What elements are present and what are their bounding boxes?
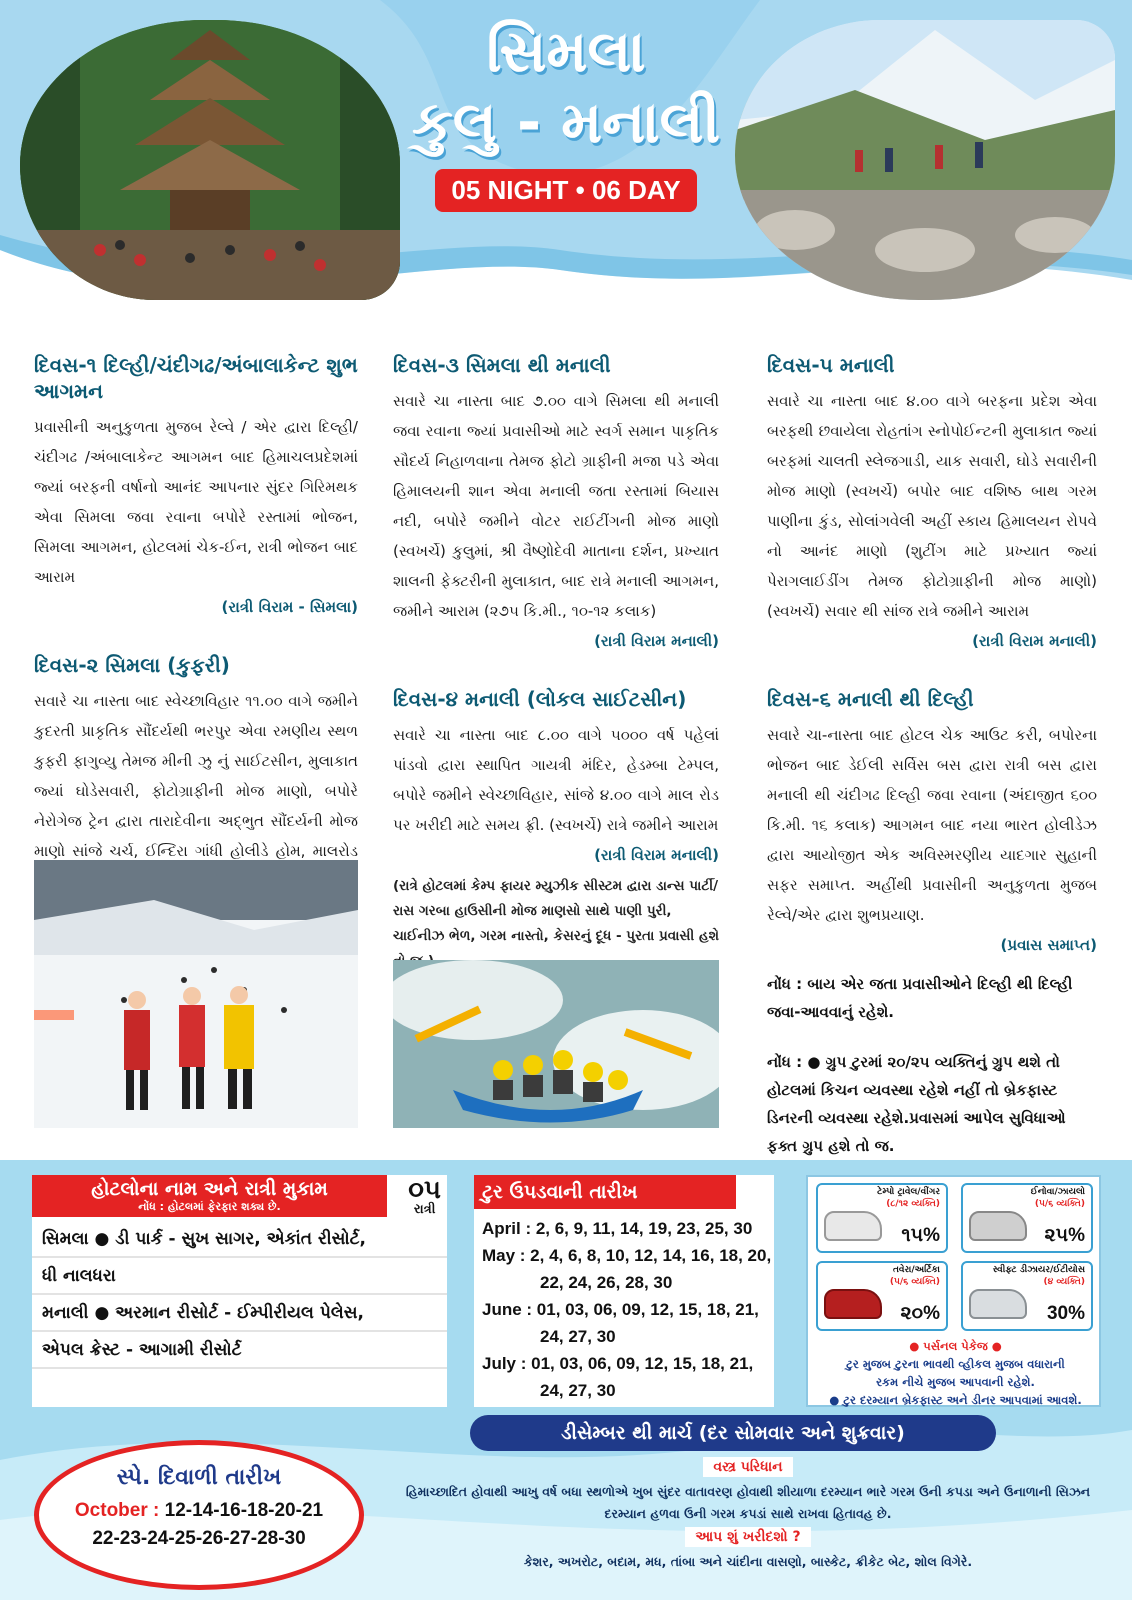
date-row-may: May : 2, 4, 6, 8, 10, 12, 14, 16, 18, 20, 22, 24, 26, 28, 30 bbox=[482, 1246, 772, 1292]
night-stay: (રાત્રી વિરામ - સિમલા) bbox=[221, 598, 358, 616]
night-stay: (રાત્રી વિરામ મનાલી) bbox=[972, 632, 1097, 650]
day-title: દિવસ-૫ મનાલી bbox=[767, 353, 895, 377]
river-rafting-photo bbox=[393, 960, 719, 1128]
hotel-line: ધી નાલધરા bbox=[32, 1258, 447, 1295]
nights-number: ૦૫ bbox=[408, 1174, 441, 1204]
personal-package-title: ● પર્સનલ પેકેજ ● bbox=[909, 1339, 1002, 1353]
day-4 bbox=[393, 686, 719, 974]
group-tour-note: નોંધ : ● ગ્રુપ ટુરમાં ૨૦/૨૫ વ્યક્તિનું ગ્રુપ થશે તો હોટલમાં કિચન વ્યવસ્થા રહેશે નહીં તો બ્રેકફાસ્ટ ડિનરની વ્યવસ્થા રહેશે.પ્રવાસમાં આપેલ સુવિધાઓ ફક્ત ગ્રુપ હશે તો જ. bbox=[767, 1053, 1066, 1155]
day-6 bbox=[767, 686, 1097, 960]
date-row-april: April : 2, 6, 9, 11, 14, 19, 23, 25, 30 bbox=[482, 1219, 753, 1238]
hotel-list-box bbox=[32, 1175, 447, 1407]
hotel-lines bbox=[32, 1221, 447, 1369]
night-stay: (રાત્રી વિરામ મનાલી) bbox=[594, 846, 719, 864]
date-row-june: June : 01, 03, 06, 09, 12, 15, 18, 21, 24, 27, 30 bbox=[482, 1300, 759, 1346]
day-title: દિવસ-૧ દિલ્હી/ચંદીગઢ/અંબાલાકેન્ટ શુભ આગમન bbox=[34, 353, 358, 403]
night-stay: (પ્રવાસ સમાપ્ત) bbox=[1000, 936, 1097, 954]
day-description: સવારે ચા નાસ્તા બાદ ૭.૦૦ વાગે સિમલા થી મનાલી જવા રવાના જ્યાં પ્રવાસીઓ માટે સ્વર્ગ સમાન પાકૃતિક સૌદર્ય નિહાળવાના તેમજ ફોટો ગ્રાફીની મજા પડે એવા હિમાલયની શાન એવા મનાલી જતા રસ્તામાં બિયાસ નદી, બપોરે જમીને વોટર રાઈટીંગની મોજ માણો (સ્વખર્ચે) કુલુમાં, શ્રી વૈષ્ણોદેવી માતાના દર્શન, પ્રખ્યાત શાલની ફેક્ટરીની મુલાકાત, બાદ રાત્રે મનાલી આગમન, જમીને આરામ (૨૭૫ કિ.મી., ૧૦-૧૨ કલાક) bbox=[393, 392, 719, 620]
shopping-text: કેશર, અખરોટ, બદામ, મધ, તાંબા અને ચાંદીના વાસણો, બાસ્કેટ, ક્રીકેટ બેટ, શોલ વિગેરે. bbox=[523, 1554, 973, 1569]
vehicle-percent: ૧૫% bbox=[901, 1225, 940, 1246]
personal-package-line: રકમ નીચે મુજબ આપવાની રહેશે. bbox=[876, 1375, 1035, 1389]
day-5 bbox=[767, 352, 1097, 656]
day-title: દિવસ-૩ સિમલા થી મનાલી bbox=[393, 353, 611, 377]
day-title: દિવસ-૬ મનાલી થી દિલ્હી bbox=[767, 687, 974, 711]
day-title: દિવસ-૨ સિમલા (કુફરી) bbox=[34, 653, 230, 677]
diwali-title: સ્પે. દિવાળી તારીખ bbox=[116, 1465, 282, 1490]
personal-package-note bbox=[814, 1337, 1097, 1409]
vehicle-name: ઈનોવા/ઝાયલો bbox=[1030, 1187, 1085, 1197]
travel-info bbox=[398, 1455, 1098, 1573]
tavera-icon bbox=[824, 1289, 882, 1319]
diwali-dates-line2: 22-23-24-25-26-27-28-30 bbox=[92, 1528, 306, 1549]
shopping-title: આપ શું ખરીદશો ? bbox=[685, 1527, 810, 1547]
vehicle-percent: ૨૫% bbox=[1044, 1225, 1085, 1246]
title-kullu-manali: કુલુ - મનાલી bbox=[411, 87, 721, 156]
departure-dates-list bbox=[482, 1215, 772, 1404]
itinerary-column-3 bbox=[767, 352, 1097, 1160]
vehicle-name: તવેરા/અર્ટિકા bbox=[892, 1265, 940, 1275]
day-description: સવારે ચા-નાસ્તા બાદ હોટલ ચેક આઉટ કરી, બપોરના ભોજન બાદ ડેઈલી સર્વિસ બસ દ્વારા રાત્રી બસ દ્વારા મનાલી થી ચંદીગઢ દિલ્હી જવા રવાના (અંદાજીત ૬૦૦ કિ.મી. ૧૬ કલાક) આગમન બાદ નયા ભારત હોલીડેઝ દ્વારા આયોજીત એક અવિસ્મરણીય યાદગાર સુહાની સફર સમાપ્ત. અહીંથી પ્રવાસીની અનુકુળતા મુજબ રેલ્વે/એર દ્વારા શુભપ્રયાણ. bbox=[767, 726, 1097, 924]
hotel-line: મનાલી ● અરમાન રીસોર્ટ - ઈમ્પીરીયલ પેલેસ, bbox=[32, 1295, 447, 1332]
vehicle-swift-dzire bbox=[961, 1261, 1093, 1331]
date-row-july: July : 01, 03, 06, 09, 12, 15, 18, 21, 24, 27, 30 bbox=[482, 1354, 754, 1400]
vehicle-capacity: (૪ વ્યક્તિ) bbox=[1043, 1277, 1085, 1287]
diwali-month: October : bbox=[74, 1500, 160, 1521]
day-description: સવારે ચા નાસ્તા બાદ ૪.૦૦ વાગે બરફના પ્રદેશ એવા બરફથી છવાયેલા રોહતાંગ સ્નોપોઈન્ટની મુલાકાત જ્યાં બરફમાં ચાલતી સ્લેજગાડી, યાક સવારી, ઘોડે સવારીની મોજ માણો (સ્વખર્ચે) બપોર બાદ વશિષ્ઠ બાથ ગરમ પાણીના કુંડ, સોલાંગવેલી અહીં સ્કાય હિમાલયન રોપવે નો આનંદ માણો (શુટીંગ માટે પ્રખ્યાત જ્યાં પેરાગલાઈડીંગ તેમજ ફોટોગ્રાફીની મોજ માણો) (સ્વખર્ચે) સવાર થી સાંજ રાત્રે જમીને આરામ bbox=[767, 392, 1097, 620]
day-description: પ્રવાસીની અનુકુળતા મુજબ રેલ્વે / એર દ્વારા દિલ્હી/ ચંદીગઢ /અંબાલાકેન્ટ આગમન બાદ હિમાચલપ્રદેશમાં જ્યાં બરફની વર્ષાનો આનંદ આપનાર સુંદર ગિરિમથક એવા સિમલા જવા રવાના બપોરે રસ્તામાં ભોજન, સિમલા આગમન, હોટલમાં ચેક-ઈન, રાત્રી ભોજન બાદ આરામ bbox=[34, 418, 358, 586]
nights-label: રાત્રી bbox=[413, 1202, 436, 1217]
diwali-dates: 12-14-16-18-20-21 bbox=[164, 1500, 324, 1521]
vehicle-capacity: (૮/૧૨ વ્યક્તિ) bbox=[886, 1199, 940, 1209]
night-stay: (રાત્રી વિરામ મનાલી) bbox=[594, 632, 719, 650]
hotel-header-note: નોંધ : હોટલમાં ફેરફાર શક્ય છે. bbox=[138, 1200, 281, 1213]
vehicle-capacity: (૫/૬ વ્યક્તિ) bbox=[889, 1277, 940, 1287]
day-note: (રાત્રે હોટલમાં કેમ્પ ફાયર મ્યુઝીક સીસ્ટમ દ્વારા ડાન્સ પાર્ટી/ રાસ ગરબા હાઉસીની મોજ માણસો સાથે પાણી પુરી, ચાઈનીઝ ભેળ, ગરમ નાસ્તો, કેસરનું દૂધ - પુરતા પ્રવાસી હશે bbox=[393, 878, 719, 944]
title-simla: સિમલા bbox=[486, 17, 646, 85]
header-banner bbox=[0, 0, 1132, 320]
clothing-text: હિમાચ્છાદિત હોવાથી આખુ વર્ષ બધા સ્થળોએ ખુબ સુંદર વાતાવરણ હોવાથી શીયાળા દરમ્યાન ભારે ગરમ ઉની કપડા અને ઉનાળાની સિઝન દરમ્યાન હળવા ઉની ગરમ કપડાં સાથે રાખવા હિતાવહ છે. bbox=[405, 1484, 1091, 1521]
vehicle-percent: ૨૦% bbox=[900, 1303, 940, 1324]
day-title: દિવસ-૪ મનાલી (લોકલ સાઈટસીન) bbox=[393, 687, 687, 711]
skiing-photo bbox=[34, 860, 358, 1128]
day-1 bbox=[34, 352, 358, 622]
personal-package-line: ● ટુર દરમ્યાન બ્રેકફાસ્ટ અને ડીનર આપવામાં આવશે. bbox=[829, 1393, 1082, 1407]
clothing-title: વસ્ત્ર પરિધાન bbox=[703, 1457, 792, 1477]
schedule-banner: ડીસેમ્બર થી માર્ચ (દર સોમવાર અને શુક્રવાર) bbox=[470, 1415, 996, 1451]
vehicle-capacity: (૫/૬ વ્યક્તિ) bbox=[1034, 1199, 1085, 1209]
departure-dates-box bbox=[474, 1175, 774, 1407]
hadimba-temple-photo bbox=[20, 20, 400, 300]
tempo-icon bbox=[824, 1211, 882, 1241]
vehicle-pricing-box bbox=[806, 1175, 1101, 1407]
day-3 bbox=[393, 352, 719, 656]
hotel-line: એપલ ક્રેસ્ટ - આગામી રીસોર્ટ bbox=[32, 1332, 447, 1369]
swift-icon bbox=[969, 1289, 1027, 1319]
nights-count bbox=[408, 1175, 441, 1217]
vehicle-tavera bbox=[816, 1261, 948, 1331]
hotel-line: સિમલા ● ડી પાર્ક - સુખ સાગર, એકાંત રીસોર્ટ, bbox=[32, 1221, 447, 1258]
duration-badge: 05 NIGHT • 06 DAY bbox=[435, 169, 696, 212]
diwali-dates-line1 bbox=[39, 1497, 359, 1525]
vehicle-innova bbox=[961, 1183, 1093, 1253]
vehicle-name: સ્વીફ્ટ ડીઝાયર/ઈટીયોસ bbox=[992, 1265, 1085, 1275]
innova-icon bbox=[969, 1211, 1027, 1241]
diwali-dates-badge bbox=[34, 1440, 364, 1590]
title-block bbox=[380, 18, 752, 212]
vehicle-name: ટેમ્પો ટ્રાવેલ/વીંગર bbox=[877, 1187, 940, 1197]
itinerary-column-2 bbox=[393, 352, 719, 1004]
personal-package-line: ટુર મુજબ ટુરના ભાવથી વ્હીકલ મુજબ વધારાની bbox=[846, 1357, 1065, 1371]
vehicle-percent: 30% bbox=[1046, 1303, 1085, 1324]
day-description: સવારે ચા નાસ્તા બાદ સ્વેચ્છાવિહાર ૧૧.૦૦ વાગે જમીને કુદરતી પ્રાકૃતિક સૌંદર્યથી ભરપુર એવા રમણીય સ્થળ કુફરી ફાગુવ્યુ તેમજ મીની ઝુ નું સાઈટસીન, મુલાકાત જ્યાં ઘોડેસવારી, ફોટોગ્રાફીની મોજ માણો, બપોરે નેરોગેજ ટ્રેન દ્વારા તારાદેવીના અદ્ભુત સૌંદર્યની મોજ માણો સાંજે ચર્ચ, ઈન્દિરા ગાંધી હોલીડે હોમ, માલરોડ bbox=[34, 692, 358, 860]
hotel-header-title: હોટલોના નામ અને રાત્રી મુકામ bbox=[91, 1178, 328, 1200]
hotel-header bbox=[32, 1175, 387, 1217]
day-description: સવારે ચા નાસ્તા બાદ ૮.૦૦ વાગે ૫૦૦૦ વર્ષ પહેલાં પાંડવો દ્વારા સ્થાપિત ગાયત્રી મંદિર, હેડમ્બા ટેમ્પલ, બપોરે જમીને સ્વેચ્છાવિહાર, સાંજે ૪.૦૦ વાગે માલ રોડ પર ખરીદી માટે સમય ફ્રી. (સ્વખર્ચે) રાત્રે જમીને આરામ bbox=[393, 726, 719, 834]
departure-dates-title: ટુર ઉપડવાની તારીખ bbox=[474, 1175, 736, 1209]
mountain-trek-photo bbox=[735, 20, 1115, 300]
vehicle-tempo-traveller bbox=[816, 1183, 948, 1253]
air-travel-note: નોંધ : બાય એર જતા પ્રવાસીઓને દિલ્હી થી દિલ્હી જવા-આવવાનું રહેશે. bbox=[767, 975, 1073, 1021]
